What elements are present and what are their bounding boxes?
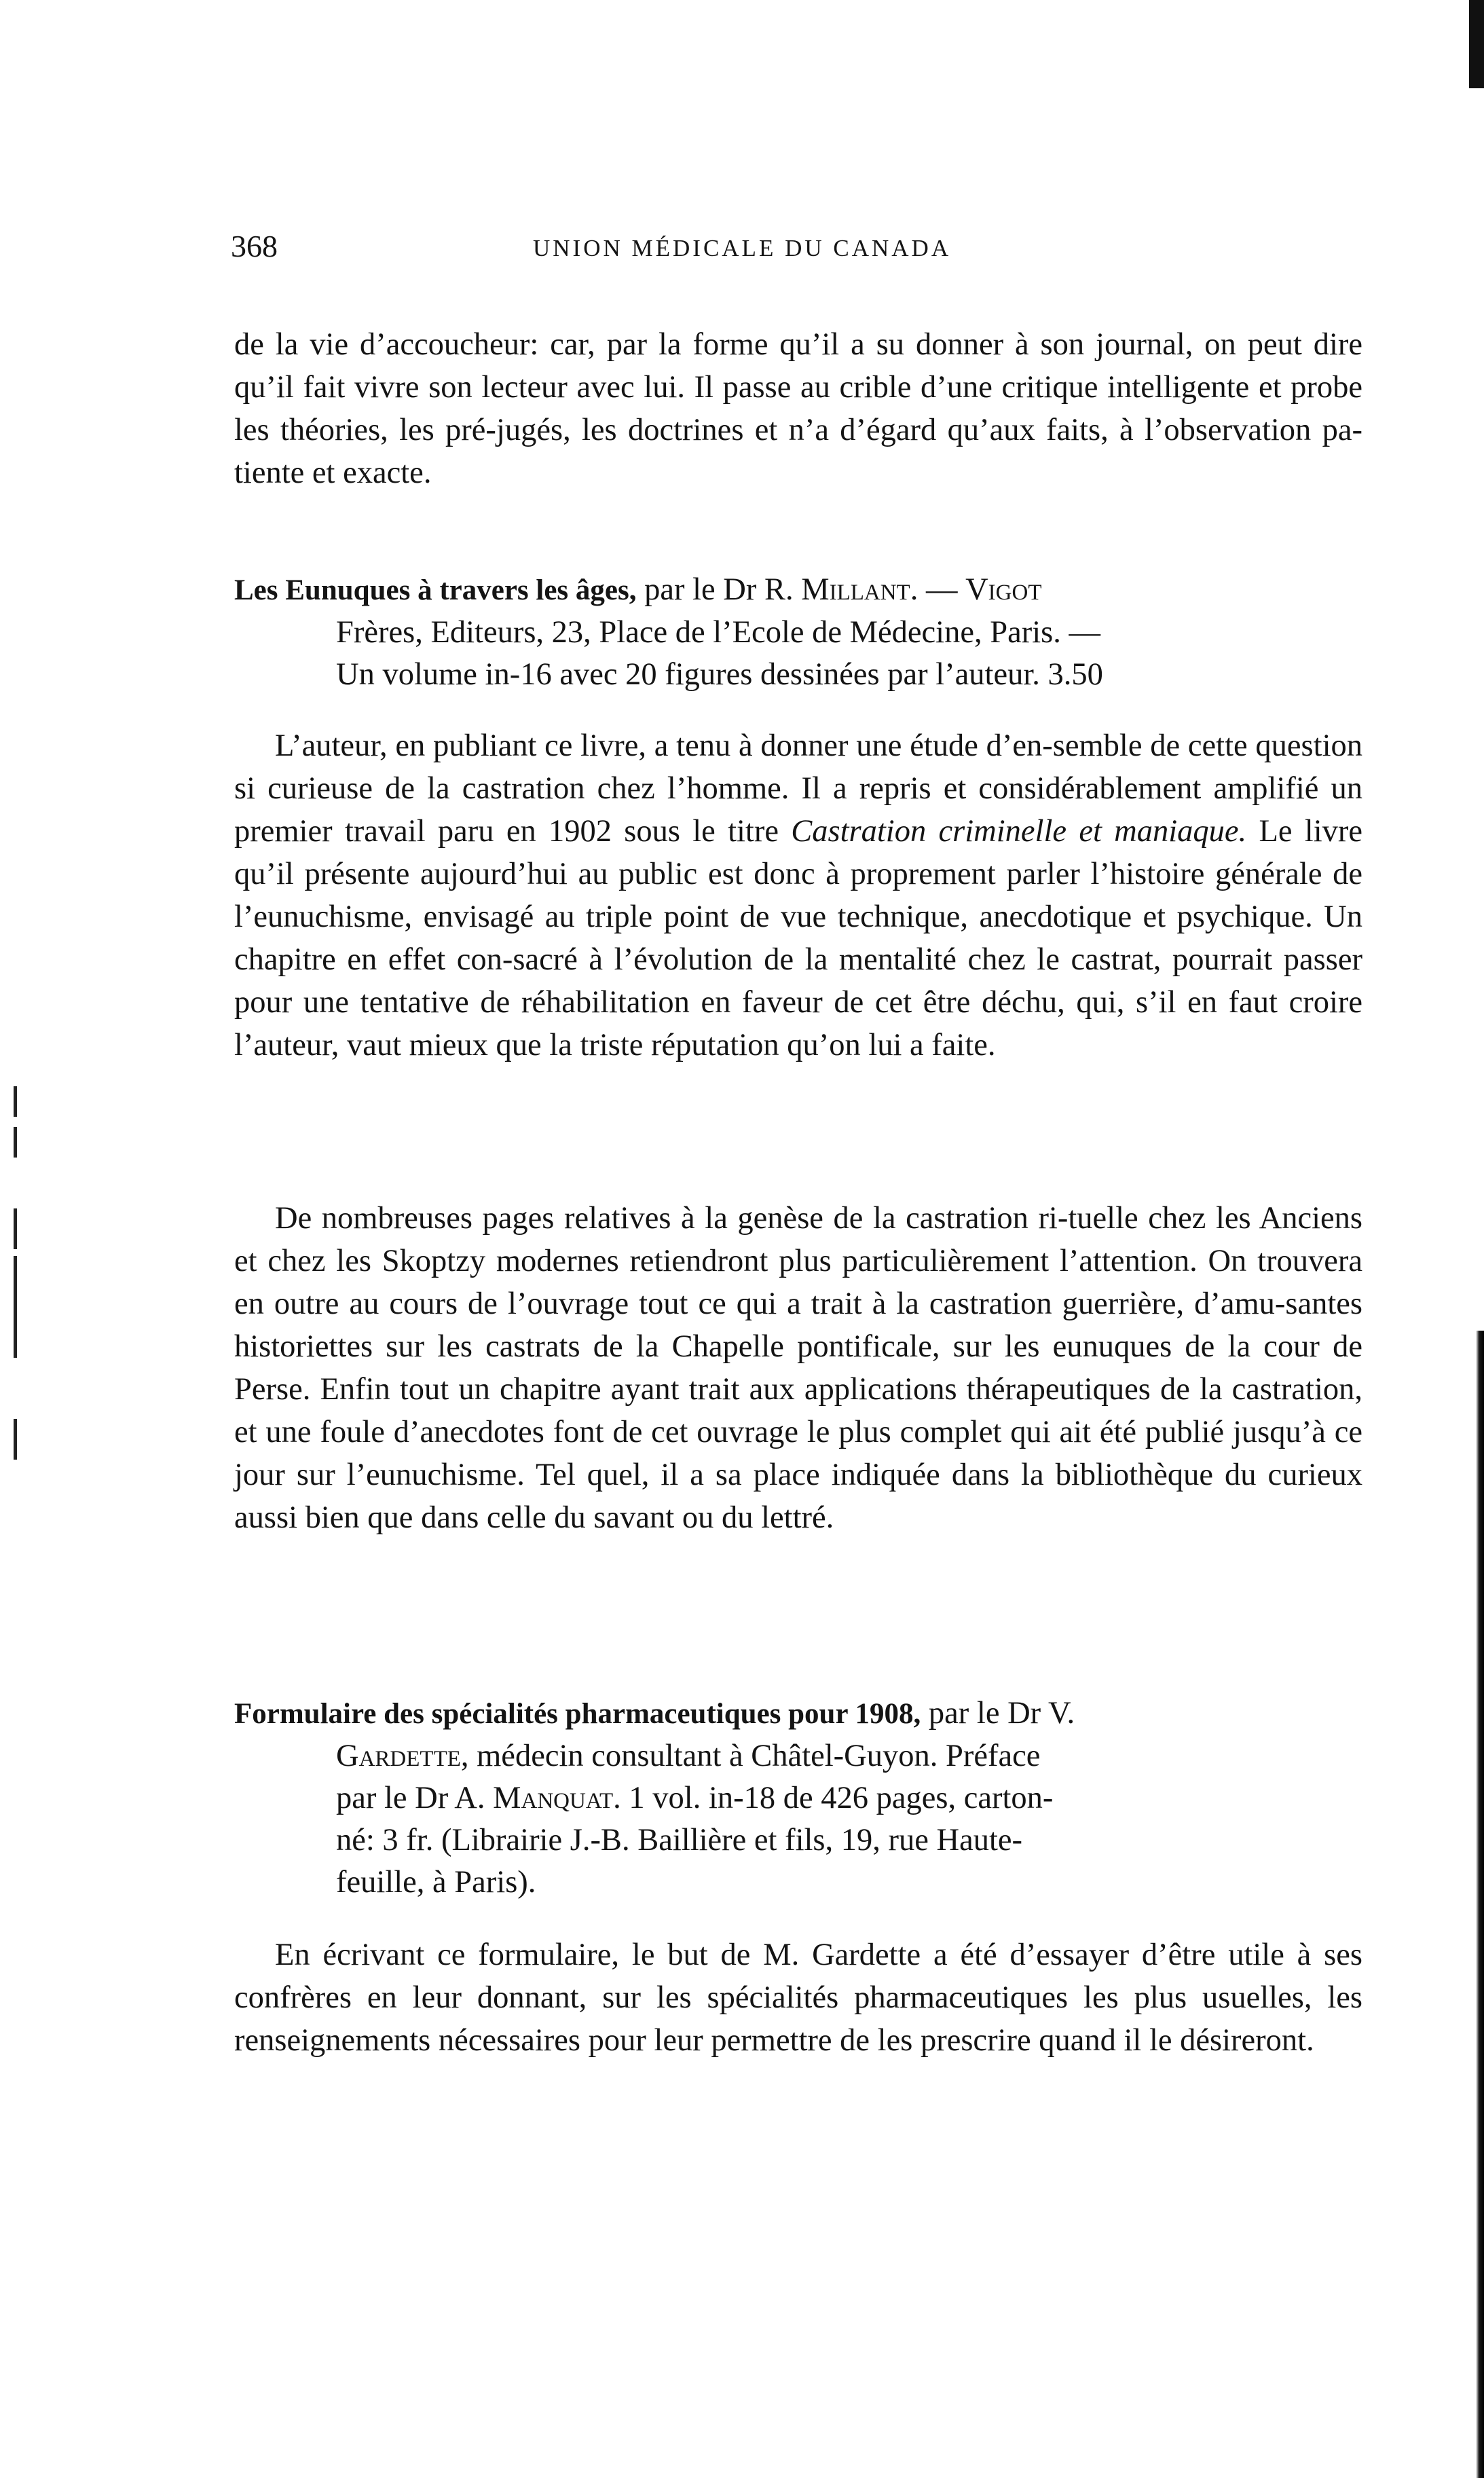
review-1-citation xyxy=(234,569,1365,696)
review-2-citation xyxy=(234,1693,1365,1904)
scan-edge-shadow xyxy=(1476,1331,1484,2478)
margin-mark xyxy=(14,1256,17,1303)
citation-line: Frères, Editeurs, 23, Place de l’Ecole de Médecine, Paris. — xyxy=(336,615,1100,650)
citation-text: médecin consultant à Châtel-Guyon. Préface xyxy=(477,1739,1041,1773)
citation-text: par le Dr A. xyxy=(336,1781,485,1815)
paragraph-text: Le livre qu’il présente aujourd’hui au public est donc à proprement parler l’histoire générale de l’eunuchisme, envisagé au triple point de vue technique, anecdotique et psychique. Un chapitre en effet con-sacré à l’évolution de la mentalité chez le castrat, pourrait passer pour une tentative de réhabilitation en faveur de cet être déchu, qui, s’il en faut croire l’auteur, vaut mieux que la triste réputation qu’on lui a faite. xyxy=(234,814,1362,1062)
page-number: 368 xyxy=(231,229,278,263)
author-name: Millant. xyxy=(801,572,919,607)
author-name: Gardette, xyxy=(336,1739,469,1773)
scan-edge-artifact xyxy=(1469,0,1484,88)
margin-mark xyxy=(14,1208,17,1249)
citation-line xyxy=(234,569,1365,612)
review-1-paragraph-1 xyxy=(234,724,1362,1067)
preface-author: Manquat. xyxy=(493,1781,621,1815)
paragraph-text: L’auteur, en publiant ce livre, a tenu à donner une étude d’en-semble de cette question si curieuse de la castration chez l’homme. Il a repris et considérablement amplifié un premier travail paru en 1902 sous le titre xyxy=(234,728,1362,849)
margin-mark xyxy=(14,1419,17,1460)
citation-line: Un volume in-16 avec 20 figures dessinées par l’auteur. 3.50 xyxy=(336,657,1103,692)
margin-mark xyxy=(14,1127,17,1158)
dash: — xyxy=(925,572,958,607)
citation-line xyxy=(234,1777,1365,1819)
book-title: Les Eunuques à travers les âges, xyxy=(234,574,637,606)
citation-line xyxy=(234,1735,1365,1777)
publisher-name: Vigot xyxy=(965,572,1042,607)
review-2-paragraph-1: En écrivant ce formulaire, le but de M. Gardette a été d’essayer d’être utile à ses confrères en leur donnant, sur les spécialités pharmaceutiques les plus usuelles, les renseignements nécessaires pour leur permettre de les prescrire quand il le désireront. xyxy=(234,1938,1362,2058)
citation-line xyxy=(234,1693,1365,1735)
author-prefix: par le Dr R. xyxy=(644,572,794,607)
citation-line: feuille, à Paris). xyxy=(336,1865,536,1900)
book-title: Formulaire des spécialités pharmaceutiques pour 1908, xyxy=(234,1698,921,1730)
citation-line: né: 3 fr. (Librairie J.-B. Baillière et fils, 19, rue Haute- xyxy=(336,1823,1023,1857)
journal-title: UNION MÉDICALE DU CANADA xyxy=(533,235,952,261)
margin-mark xyxy=(14,1086,17,1117)
running-head xyxy=(231,228,1365,269)
cited-title: Castration criminelle et maniaque. xyxy=(791,814,1247,849)
review-1-paragraph-2: De nombreuses pages relatives à la genèse de la castration ri-tuelle chez les Anciens et chez les Skoptzy modernes retiendront plus particulièrement l’attention. On trouvera en outre au cours de l’ouvrage tout ce qui a trait à la castration guerrière, d’amu-santes historiettes sur les castrats de la Chapelle pontificale, sur les eunuques de la cour de Perse. Enfin tout un chapitre ayant trait aux applications thérapeutiques de la castration, et une foule d’anecdotes font de cet ouvrage le plus complet qui ait été publié jusqu’à ce jour sur l’eunuchisme. Tel quel, il a sa place indiquée dans la bibliothèque du curieux aussi bien que dans celle du savant ou du lettré. xyxy=(234,1201,1362,1535)
margin-mark xyxy=(14,1303,17,1358)
citation-text: 1 vol. in-18 de 426 pages, carton- xyxy=(629,1781,1054,1815)
author-prefix: par le Dr V. xyxy=(928,1696,1075,1731)
intro-paragraph: de la vie d’accoucheur: car, par la forme qu’il a su donner à son journal, on peut dire qu’il fait vivre son lecteur avec lui. Il passe au crible d’une critique intelligente et probe les théories, les pré-jugés, les doctrines et n’a d’égard qu’aux faits, à l’observation pa-tiente et exacte. xyxy=(234,327,1362,490)
